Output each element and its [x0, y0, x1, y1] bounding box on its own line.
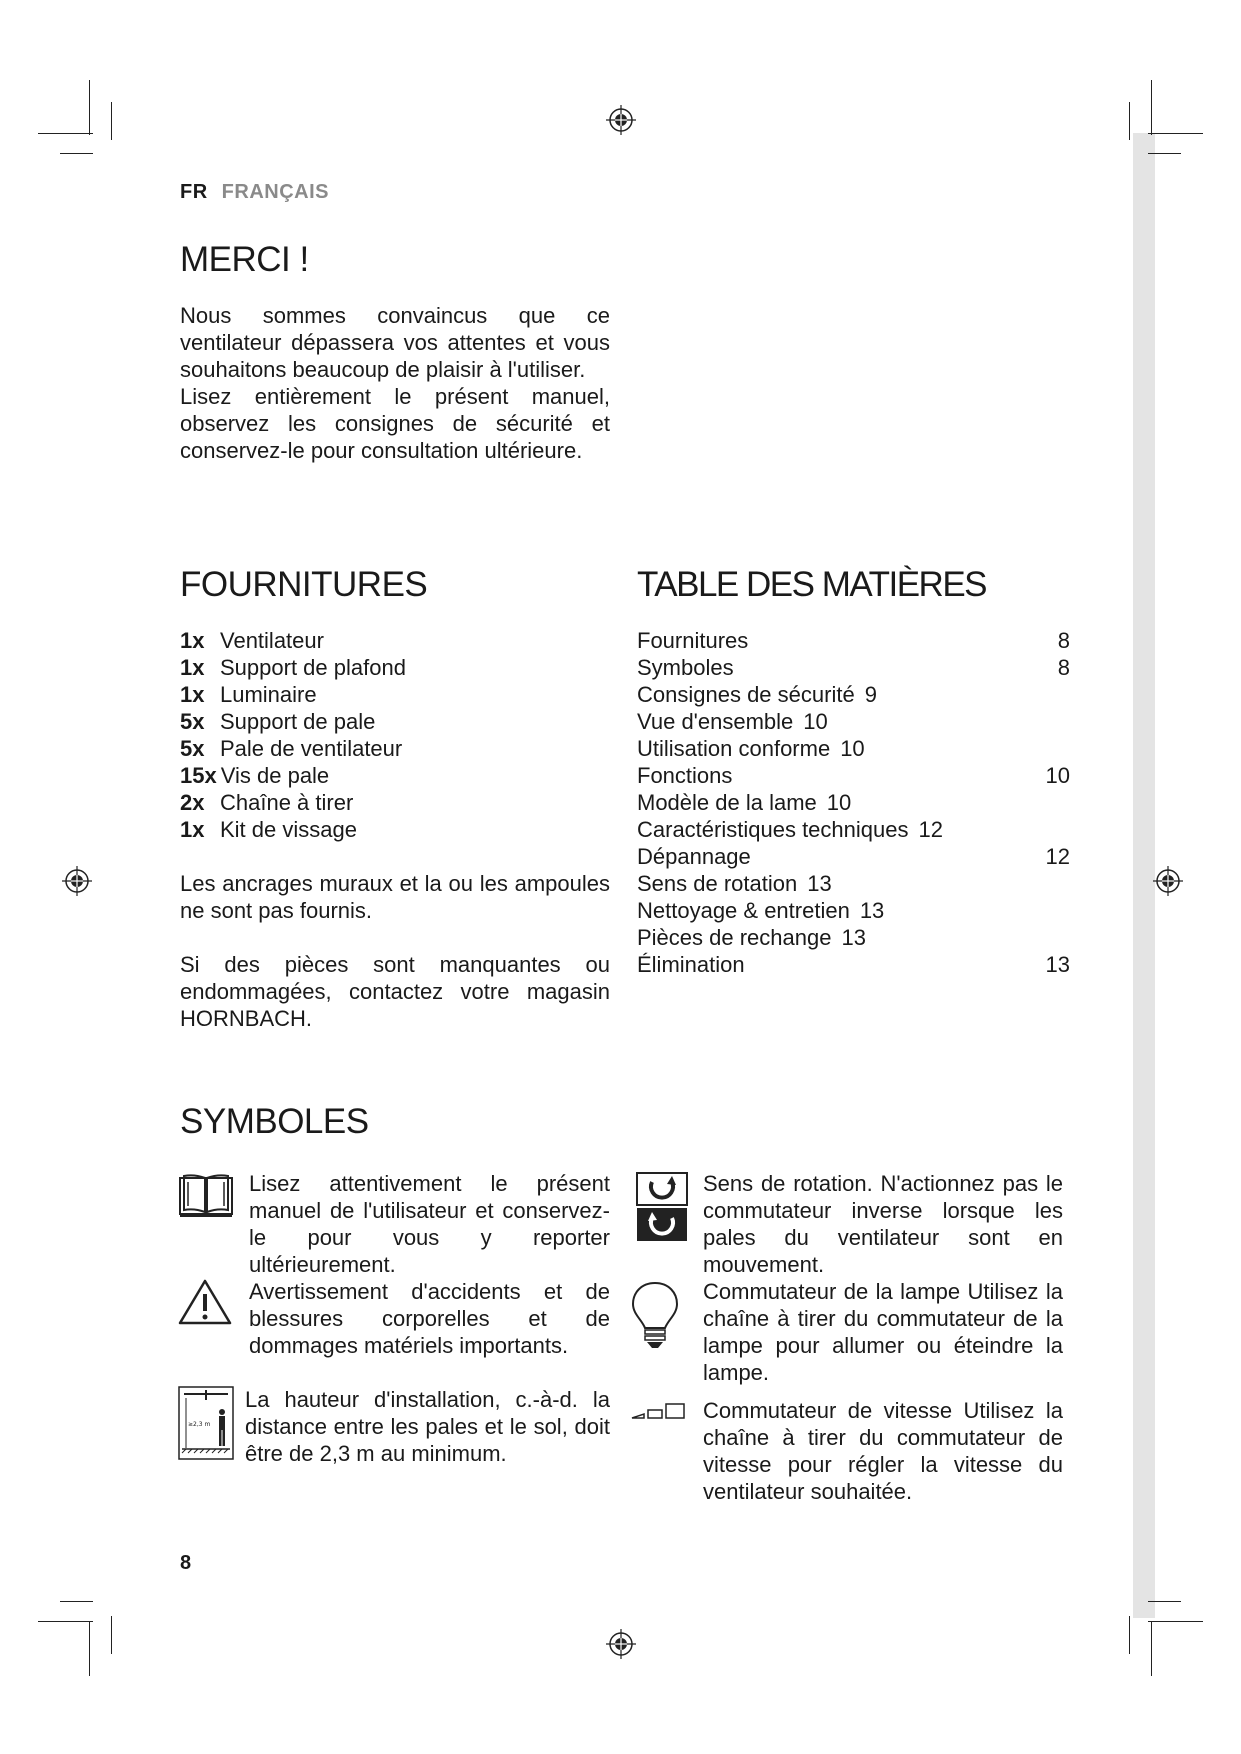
- toc-page: 12: [1045, 844, 1070, 869]
- page-edge-strip: [1133, 133, 1155, 1618]
- toc-entry[interactable]: [637, 843, 1070, 870]
- item-quantity: 5x: [180, 709, 205, 734]
- registration-mark-icon: [606, 105, 636, 135]
- toc-page: 10: [826, 790, 852, 815]
- symbol-speed-text: Commutateur de vitesse Utilisez la chaîne à tirer du commutateur de vitesse pour régler la vitesse du ventilateur souhaitée.: [703, 1398, 1063, 1504]
- toc-page: 13: [1045, 952, 1070, 977]
- supplies-note: Si des pièces sont manquantes ou endommagées, contactez votre magasin HORNBACH.: [180, 952, 610, 1031]
- toc-page: 13: [841, 925, 866, 950]
- installation-height-label: ≥2,3 m: [188, 1421, 211, 1428]
- toc-page: 8: [1057, 655, 1070, 680]
- language-code: FR: [180, 181, 208, 203]
- installation-height-icon: [178, 1386, 234, 1460]
- toc-entry[interactable]: [637, 951, 1070, 978]
- symbol-height-text: La hauteur d'installation, c.-à-d. la distance entre les pales et le sol, doit être de 2,3 m au minimum.: [245, 1387, 610, 1466]
- item-quantity: 1x: [180, 628, 205, 653]
- toc-page: 8: [1057, 628, 1070, 653]
- thanks-title: MERCI !: [180, 240, 309, 279]
- toc-entry[interactable]: [637, 897, 1070, 924]
- toc-label: Nettoyage & entretien: [637, 898, 850, 923]
- symbol-lamp-text: Commutateur de la lampe Utilisez la chaîne à tirer du commutateur de la lampe pour allumer ou éteindre la lampe.: [703, 1279, 1063, 1385]
- toc-title: TABLE DES MATIÈRES: [637, 565, 987, 604]
- item-quantity: 1x: [180, 655, 205, 680]
- toc-page: 13: [859, 898, 885, 923]
- toc-label: Sens de rotation: [637, 871, 798, 896]
- rotation-direction-icon: [636, 1172, 688, 1242]
- toc-label: Fonctions: [637, 763, 733, 788]
- list-item: [180, 708, 610, 735]
- toc-entry[interactable]: [637, 870, 1070, 897]
- book-icon: [178, 1172, 234, 1220]
- thanks-paragraph: Nous sommes convaincus que ce ventilateur dépassera vos attentes et vous souhaitons beaucoup de plaisir à l'utiliser.: [180, 303, 610, 382]
- thanks-section: [180, 240, 610, 464]
- list-item: [180, 816, 610, 843]
- list-item: [180, 735, 610, 762]
- toc-entry[interactable]: [637, 627, 1070, 654]
- toc-label: Élimination: [637, 952, 745, 977]
- toc-page: 10: [803, 709, 828, 734]
- thanks-paragraph: Lisez entièrement le présent manuel, observez les consignes de sécurité et conservez-le pour consultation ultérieure.: [180, 384, 610, 463]
- toc-entry[interactable]: [637, 681, 1070, 708]
- toc-label: Utilisation conforme: [637, 736, 831, 761]
- symbol-manual-text: Lisez attentivement le présent manuel de l'utilisateur et conservez-le pour vous y reporter ultérieurement.: [249, 1171, 610, 1277]
- symbol-warning-text: Avertissement d'accidents et de blessures corporelles et de dommages matériels importants.: [249, 1279, 610, 1358]
- item-quantity: 2x: [180, 790, 205, 815]
- symbols-title: SYMBOLES: [180, 1102, 369, 1141]
- toc-section: [637, 565, 1070, 978]
- list-item: [180, 627, 610, 654]
- toc-page: 10: [1045, 763, 1070, 788]
- toc-page: 10: [840, 736, 865, 761]
- toc-label: Pièces de rechange: [637, 925, 832, 950]
- toc-entry[interactable]: [637, 762, 1070, 789]
- toc-label: Modèle de la lame: [637, 790, 817, 815]
- list-item: [180, 789, 610, 816]
- toc-label: Fournitures: [637, 628, 749, 653]
- warning-icon: [178, 1278, 232, 1326]
- list-item: [180, 654, 610, 681]
- toc-page: 13: [807, 871, 832, 896]
- toc-label: Caractéristiques techniques: [637, 817, 909, 842]
- page-number: 8: [180, 1552, 192, 1574]
- supplies-list: [180, 627, 610, 843]
- toc-entry[interactable]: [637, 708, 1070, 735]
- supplies-title: FOURNITURES: [180, 565, 428, 604]
- item-label: Support de pale: [220, 709, 376, 734]
- item-label: Chaîne à tirer: [220, 790, 354, 815]
- light-bulb-icon: [630, 1280, 680, 1350]
- toc-entry[interactable]: [637, 816, 1070, 843]
- toc-page: 12: [918, 817, 943, 842]
- toc-page: 9: [864, 682, 877, 707]
- toc-entry[interactable]: [637, 654, 1070, 681]
- item-label: Vis de pale: [220, 763, 330, 788]
- toc-label: Dépannage: [637, 844, 751, 869]
- registration-mark-icon: [1153, 866, 1183, 896]
- language-name: FRANÇAIS: [221, 181, 330, 203]
- toc-label: Consignes de sécurité: [637, 682, 855, 707]
- item-label: Luminaire: [220, 682, 317, 707]
- item-quantity: 1x: [180, 682, 205, 707]
- language-header: [180, 181, 329, 204]
- item-label: Support de plafond: [220, 655, 406, 680]
- symbol-rotation-text: Sens de rotation. N'actionnez pas le commutateur inverse lorsque les pales du ventilateur sont en mouvement.: [703, 1171, 1063, 1277]
- toc-entry[interactable]: [637, 735, 1070, 762]
- toc-entry[interactable]: [637, 924, 1070, 951]
- toc-label: Vue d'ensemble: [637, 709, 794, 734]
- registration-mark-icon: [606, 1629, 636, 1659]
- list-item: [180, 681, 610, 708]
- item-quantity: 15x: [180, 763, 217, 788]
- supplies-note: Les ancrages muraux et la ou les ampoules ne sont pas fournis.: [180, 871, 610, 923]
- list-item: [180, 762, 610, 789]
- toc-list: [637, 627, 1070, 978]
- toc-entry[interactable]: [637, 789, 1070, 816]
- item-label: Ventilateur: [220, 628, 324, 653]
- speed-switch-icon: [630, 1400, 688, 1420]
- item-quantity: 5x: [180, 736, 205, 761]
- item-quantity: 1x: [180, 817, 205, 842]
- toc-label: Symboles: [637, 655, 734, 680]
- supplies-section: [180, 565, 610, 1032]
- item-label: Pale de ventilateur: [220, 736, 403, 761]
- item-label: Kit de vissage: [220, 817, 357, 842]
- registration-mark-icon: [62, 866, 92, 896]
